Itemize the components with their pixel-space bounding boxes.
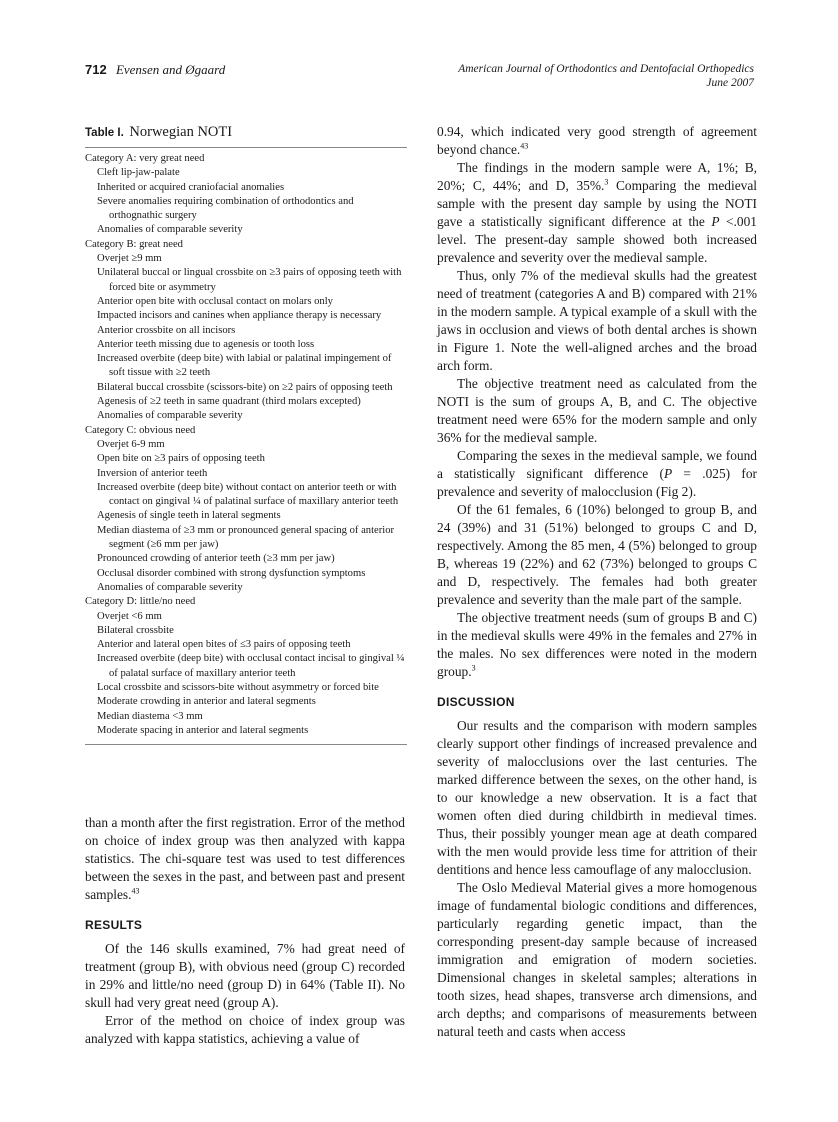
- citation-superscript: 43: [520, 141, 529, 151]
- table-item: Impacted incisors and canines when appliance therapy is necessary: [97, 310, 382, 322]
- paragraph: Error of the method on choice of index group was analyzed with kappa statistics, achieving a value of: [85, 1013, 405, 1046]
- table-item: Moderate crowding in anterior and lateral segments: [97, 696, 316, 708]
- table-item: Anterior teeth missing due to agenesis or tooth loss: [97, 338, 315, 350]
- paragraph: 0.94, which indicated very good strength of agreement beyond chance.$^{43}$: [437, 124, 757, 157]
- paragraph: Of the 61 females, 6 (10%) belonged to group B, and 24 (39%) and 31 (51%) belonged to groups C and D, respectively. Among the 85 men, 4 (5%) belonged to group B, whereas 19 (22%) and 62 (73%) belonged to groups C and D, respectively. The females had both greater prevalence and severity than the male part of the sample.: [437, 502, 757, 607]
- table-item: Bilateral buccal crossbite (scissors-bite) on ≥2 pairs of opposing teeth: [97, 381, 393, 393]
- paragraph: The Oslo Medieval Material gives a more homogenous image of fundamental biologic conditions and differences, particularly regarding genetic impact, than the corresponding present-day sample because of increased immigration and emigration of modern societies. Dimensional changes in skeletal samples; alterations in tooth sizes, head shapes, transverse arch dimensions, and arch depths; and comparisons of measurements between natural teeth and casts when access: [437, 880, 757, 1039]
- running-header-left: [85, 62, 225, 78]
- paragraph: The findings in the modern sample were A, 1%; B, 20%; C, 44%; and D, 35%.$^3$ Comparing the medieval sample with the present day sample by using the NOTI gave a statistically significant difference at the P <.001 level. The present-day sample showed both increased prevalence and severity over the medieval sample.: [437, 160, 758, 265]
- italic-symbol: P: [663, 466, 673, 481]
- table-item: Open bite on ≥3 pairs of opposing teeth: [97, 453, 265, 465]
- section-heading: DISCUSSION: [437, 695, 515, 709]
- table-item: Occlusal disorder combined with strong dysfunction symptoms: [97, 567, 366, 579]
- table-item: Anomalies of comparable severity: [97, 581, 243, 593]
- table-item: Overjet <6 mm: [97, 610, 162, 622]
- table-item: Inherited or acquired craniofacial anomalies: [97, 181, 285, 193]
- citation-superscript: 43: [131, 886, 140, 896]
- table-category-heading: Category C: obvious need: [85, 424, 196, 436]
- table-item: Anterior open bite with occlusal contact on molars only: [97, 295, 333, 307]
- running-authors: Evensen and Øgaard: [115, 62, 226, 77]
- section-heading: RESULTS: [85, 918, 143, 932]
- table-item: Unilateral buccal or lingual crossbite on ≥3 pairs of opposing teeth with forced bite or asymmetry: [97, 267, 402, 293]
- table-category-heading: Category A: very great need: [85, 153, 205, 164]
- table-item: Increased overbite (deep bite) with occlusal contact incisal to gingival ¼ of palatal surface of maxillary anterior teeth: [97, 653, 405, 679]
- italic-symbol: P: [711, 214, 720, 229]
- table-item: Bilateral crossbite: [97, 624, 174, 636]
- right-column-text: [437, 123, 757, 1041]
- table-item: Moderate spacing in anterior and lateral segments: [97, 724, 309, 736]
- table-item: Increased overbite (deep bite) without contact on anterior teeth or with contact on gingival ¼ of palatinal surface of maxillary anterior teeth: [97, 481, 399, 508]
- table-title: Norwegian NOTI: [129, 124, 233, 140]
- paragraph: Comparing the sexes in the medieval sample, we found a statistically significant difference (P = .025) for prevalence and severity of malocclusion (Fig 2).: [437, 448, 758, 499]
- paragraph: Of the 146 skulls examined, 7% had great need of treatment (group B), with obvious need (group C) recorded in 29% and little/no need (group D) in 64% (Table II). No skull had very great need (group A).: [85, 941, 405, 1010]
- page-number: 712: [85, 62, 107, 77]
- table-item: Inversion of anterior teeth: [97, 467, 208, 479]
- table-category-heading: Category B: great need: [85, 238, 183, 250]
- paragraph: Our results and the comparison with modern samples clearly support other findings of increased prevalence and severity of malocclusions over the last centuries. The marked difference between the sexes, on the other hand, is to our knowledge a new observation. It is a fact that women often died during childbirth in medieval times. Thus, their possibly younger mean age at death compared with the men would provide less time for attrition of their dentitions and hence less camouflage of any malocclusion.: [437, 718, 757, 877]
- table-item: Anomalies of comparable severity: [97, 224, 243, 236]
- citation-superscript: 3: [604, 177, 609, 187]
- citation-superscript: 3: [471, 663, 476, 673]
- paragraph: The objective treatment need as calculated from the NOTI is the sum of groups A, B, and C. The objective treatment need were 65% for the modern sample and only 36% for the medieval sample.: [437, 376, 757, 445]
- table-item: Anterior and lateral open bites of ≤3 pairs of opposing teeth: [97, 639, 351, 651]
- paragraph: than a month after the first registration. Error of the method on choice of index group was then analyzed with kappa statistics. The chi-square test was used to test differences between the sexes in the past, and between past and present samples.$^{43}$: [85, 815, 405, 902]
- table-category-heading: Category D: little/no need: [85, 596, 196, 608]
- table-item: Severe anomalies requiring combination of orthodontics and orthognathic surgery: [97, 195, 354, 222]
- left-column-text: [85, 814, 405, 1048]
- table-item: Median diastema <3 mm: [97, 710, 203, 722]
- table-item: Overjet ≥9 mm: [97, 253, 162, 265]
- table-item: Agenesis of single teeth in lateral segments: [97, 510, 281, 522]
- table-item: Anterior crossbite on all incisors: [97, 324, 236, 336]
- table-item: Cleft lip-jaw-palate: [97, 167, 180, 179]
- table-body: [85, 148, 407, 745]
- table-item: Median diastema of ≥3 mm or pronounced general spacing of anterior segment (≥6 mm per jaw): [97, 524, 395, 551]
- table-item: Overjet 6-9 mm: [97, 438, 165, 450]
- table-item: Anomalies of comparable severity: [97, 410, 243, 422]
- journal-title: American Journal of Orthodontics and Dentofacial Orthopedics: [458, 63, 754, 75]
- table-label: Table I.: [85, 127, 124, 139]
- running-header-right: [458, 62, 754, 90]
- table-caption: [85, 124, 407, 148]
- issue-date: June 2007: [706, 77, 754, 89]
- table-item: Agenesis of ≥2 teeth in same quadrant (third molars excepted): [97, 396, 361, 408]
- table-item: Increased overbite (deep bite) with labial or palatinal impingement of soft tissue with ≥2 teeth: [97, 353, 392, 379]
- table-item: Local crossbite and scissors-bite without asymmetry or forced bite: [97, 681, 379, 693]
- paragraph: The objective treatment needs (sum of groups B and C) in the medieval skulls were 49% in the females and 27% in the males. No sex differences were noted in the modern group.$^3$: [437, 610, 757, 679]
- table-1: [85, 124, 407, 745]
- paragraph: Thus, only 7% of the medieval skulls had the greatest need of treatment (categories A and B) compared with 21% in the modern sample. A typical example of a skull with the jaws in occlusion and views of both dental arches is shown in Figure 1. Note the well-aligned arches and the broad arch form.: [437, 268, 757, 373]
- table-item: Pronounced crowding of anterior teeth (≥3 mm per jaw): [97, 553, 335, 565]
